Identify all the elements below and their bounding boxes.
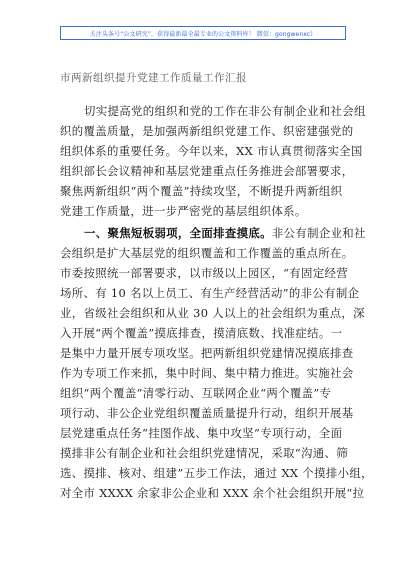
section-text: 非公有制企业和社: [271, 226, 366, 240]
paragraph-line: 会组织是扩大基层党的组织覆盖和工作覆盖的重点所在。: [60, 246, 354, 260]
paragraph-line: 作为专项工作来抓，集中时间、集中精力推进。实施社会: [60, 366, 354, 380]
section-heading: 一、聚焦短板弱项，全面排查摸底。: [84, 226, 272, 240]
paragraph-line: 入开展“两个覆盖”摸底排查，摸清底数、找准症结。一: [60, 326, 343, 340]
paragraph-line: 切实提高党的组织和党的工作在非公有制企业和社会组: [84, 104, 366, 118]
paragraph-line: 选、摸排、核对、组建”五步工作法，通过 XX 个摸排小组，: [60, 466, 373, 480]
paragraph-line: 组织部长会议精神和基层党建重点任务推进会部署要求，: [60, 164, 354, 178]
promo-banner: [60, 26, 346, 40]
paragraph-line: 业，省级社会组织和从业 30 人以上的社会组织为重点，深: [60, 306, 365, 320]
paragraph-line: 是集中力量开展专项攻坚。把两新组织党建情况摸底排查: [60, 346, 354, 360]
paragraph-line: 摸排非公有制企业和社会组织党建情况，采取“沟通、筛: [60, 446, 348, 460]
paragraph-line: 组织体系的重要任务。今年以来，XX 市认真贯彻落实全国: [60, 144, 363, 158]
section-line: [60, 226, 366, 240]
paragraph-line: 市委按照统一部署要求，以市级以上园区，“有固定经营: [60, 266, 348, 280]
paragraph-line: 项行动、非公企业党组织覆盖质量提升行动，组织开展基: [60, 406, 354, 420]
paragraph-line: 对全市 XXXX 余家非公企业和 XXX 余个社会组织开展“拉: [60, 486, 365, 500]
promo-banner-text: 关注头条号“公文研究”，获得最新最全最专业的公文资料库！ 微信：gongwenxc）: [89, 30, 317, 38]
document-title: 市两新组织提升党建工作质量工作汇报: [60, 72, 247, 84]
paragraph-line: 党建工作质量，进一步严密党的基层组织体系。: [60, 204, 307, 218]
paragraph-line: 组织“两个覆盖”清零行动、互联网企业“两个覆盖”专: [60, 386, 332, 400]
paragraph-line: 织的覆盖质量，是加强两新组织党建工作、织密建强党的: [60, 124, 354, 138]
paragraph-line: 聚焦两新组织“两个覆盖”持续攻坚，不断提升两新组织: [60, 184, 343, 198]
paragraph-line: 层党建重点任务“挂图作战、集中攻坚”专项行动，全面: [60, 426, 343, 440]
paragraph-line: 场所、有 10 名以上员工、有生产经营活动”的非公有制企: [60, 286, 360, 300]
